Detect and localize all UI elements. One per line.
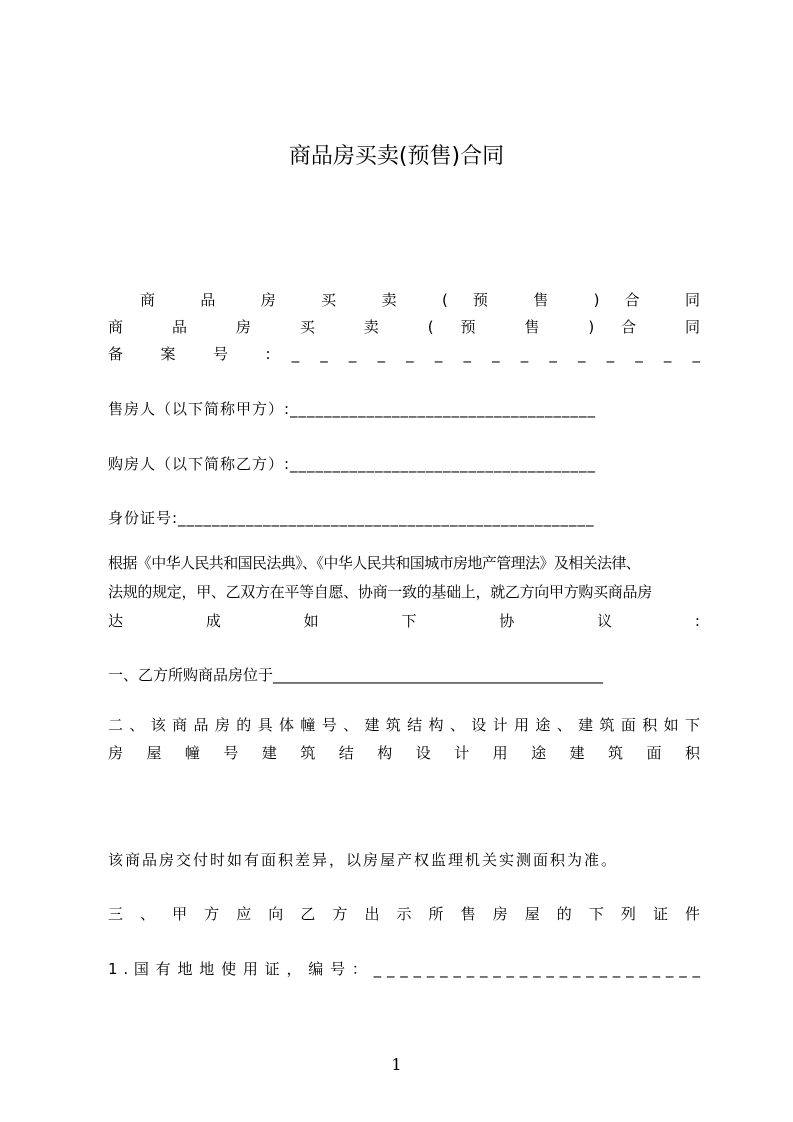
document-title: 商品房买卖(预售)合同 [288,144,505,169]
seller-field: 售房人（以下简称甲方）:____________________________________ [108,400,597,418]
article-1-location: 一、乙方所购商品房位于____________________________________________ [108,666,604,684]
buyer-field: 购房人（以下简称乙方）:____________________________________ [108,455,597,473]
certificate-1-field: 1 . 国 有 地 地 使 用 证 ， 编 号 ： _ _ _ _ _ _ _ _ _ _ _ _ _ _ _ _ _ _ _ _ _ _ _ _ _ [108,960,700,978]
page-number: 1 [391,1055,402,1074]
basis-paragraph-line3: 达 成 如 下 协 议 : [108,612,700,630]
article-2-table-header: 房 屋 幢 号 建 筑 结 构 设 计 用 途 建 筑 面 积 [108,744,700,762]
article-3-intro: 三 、 甲 方 应 向 乙 方 出 示 所 售 房 屋 的 下 列 证 件 [108,905,700,923]
area-difference-note: 该商品房交付时如有面积差异，以房屋产权监理机关实测面积为准。 [108,851,619,869]
basis-paragraph-line1: 根据《中华人民共和国民法典》、《中华人民共和国城市房地产管理法》及相关法律、 [108,554,641,572]
contract-heading-1: 商 品 房 买 卖 ( 预 售 ) 合 同 [140,291,700,309]
contract-heading-2: 商 品 房 买 卖 ( 预 售 ) 合 同 [108,318,700,336]
id-number-field: 身份证号:_________________________________________________ [108,509,595,527]
article-2-intro: 二 、 该 商 品 房 的 具 体 幢 号 、 建 筑 结 构 、 设 计 用 途 、 建 筑 面 积 如 下 [108,716,700,734]
basis-paragraph-line2: 法规的规定，甲、乙双方在平等自愿、协商一致的基础上，就乙方向甲方购买商品房 [108,583,652,601]
filing-number-field: 备 案 号 : _ _ _ _ _ _ _ _ _ _ _ _ _ _ _ [108,345,700,363]
